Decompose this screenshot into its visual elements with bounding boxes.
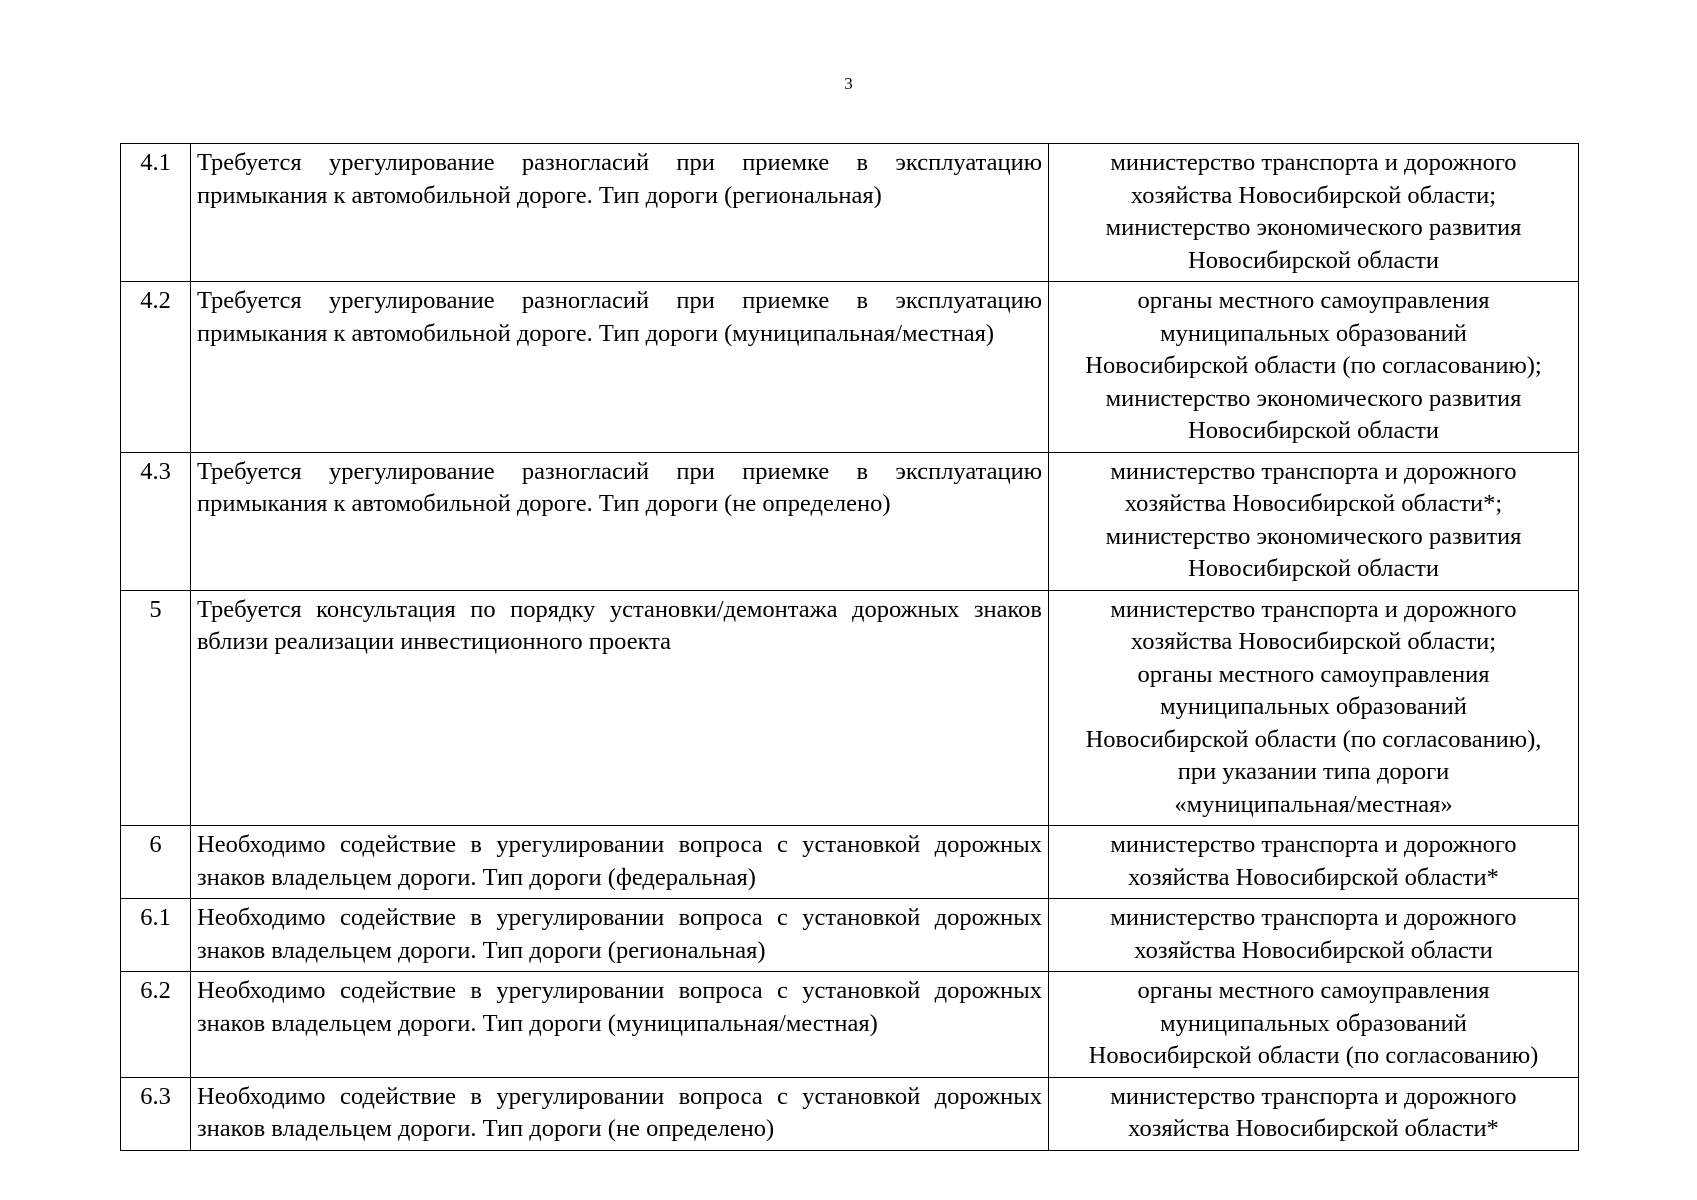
- table-row: [121, 972, 1579, 1078]
- responsible-body-line: Новосибирской области (по согласованию);: [1085, 352, 1542, 379]
- row-number-cell: 6: [121, 826, 191, 899]
- situation-description-cell: Требуется урегулирование разногласий при приемке в эксплуатацию примыкания к автомобильной дороге. Тип дороги (региональная): [191, 144, 1049, 282]
- responsible-body-line: министерство экономического развития: [1105, 214, 1522, 241]
- table-row: [121, 1077, 1579, 1150]
- page-number: 3: [844, 74, 853, 93]
- table-row: [121, 590, 1579, 826]
- responsible-body-line: министерство транспорта и дорожного: [1110, 904, 1517, 931]
- responsible-body-line: министерство транспорта и дорожного: [1110, 831, 1517, 858]
- responsible-body-line: министерство экономического развития: [1105, 522, 1522, 550]
- responsible-body-line: хозяйства Новосибирской области: [1134, 936, 1493, 964]
- responsible-body-line: Новосибирской области: [1188, 417, 1439, 444]
- responsible-body-line: хозяйства Новосибирской области;: [1130, 181, 1497, 209]
- row-number-cell: 4.2: [121, 282, 191, 453]
- responsible-body-cell: [1049, 452, 1579, 590]
- responsible-body-cell: [1049, 826, 1579, 899]
- responsible-body-line: министерство транспорта и дорожного: [1110, 595, 1517, 623]
- responsible-body-line: муниципальных образований: [1160, 1009, 1467, 1037]
- table-row: [121, 452, 1579, 590]
- situation-description-cell: Требуется урегулирование разногласий при приемке в эксплуатацию примыкания к автомобильной дороге. Тип дороги (муниципальная/местная): [191, 282, 1049, 453]
- table-row: [121, 899, 1579, 972]
- responsible-body-line: при указании типа дороги: [1177, 758, 1450, 785]
- table-row: [121, 826, 1579, 899]
- situation-description-cell: Необходимо содействие в урегулировании вопроса с установкой дорожных знаков владельцем дороги. Тип дороги (муниципальная/местная): [191, 972, 1049, 1078]
- responsible-body-line: хозяйства Новосибирской области;: [1130, 628, 1497, 655]
- row-number-cell: 4.3: [121, 452, 191, 590]
- table-row: [121, 144, 1579, 282]
- responsible-body-line: Новосибирской области (по согласованию): [1088, 1042, 1539, 1069]
- situation-description-cell: Требуется урегулирование разногласий при приемке в эксплуатацию примыкания к автомобильной дороге. Тип дороги (не определено): [191, 452, 1049, 590]
- situation-description-cell: Необходимо содействие в урегулировании вопроса с установкой дорожных знаков владельцем дороги. Тип дороги (региональная): [191, 899, 1049, 972]
- responsible-body-line: «муниципальная/местная»: [1174, 790, 1453, 818]
- responsible-body-line: министерство транспорта и дорожного: [1110, 1082, 1517, 1110]
- responsible-body-line: Новосибирской области: [1188, 246, 1439, 274]
- responsible-body-line: муниципальных образований: [1160, 693, 1467, 720]
- row-number-cell: 4.1: [121, 144, 191, 282]
- situation-description-cell: Необходимо содействие в урегулировании вопроса с установкой дорожных знаков владельцем дороги. Тип дороги (федеральная): [191, 826, 1049, 899]
- responsible-body-line: муниципальных образований: [1160, 319, 1467, 347]
- responsible-body-cell: [1049, 282, 1579, 453]
- responsible-body-cell: [1049, 144, 1579, 282]
- row-number-cell: 6.2: [121, 972, 191, 1078]
- responsible-body-line: органы местного самоуправления: [1137, 977, 1490, 1004]
- responsible-body-line: Новосибирской области (по согласованию),: [1085, 725, 1542, 753]
- responsible-body-cell: [1049, 1077, 1579, 1150]
- responsible-body-line: хозяйства Новосибирской области*: [1128, 1115, 1499, 1142]
- table-row: [121, 282, 1579, 453]
- responsible-body-line: Новосибирской области: [1188, 555, 1439, 582]
- row-number-cell: 6.3: [121, 1077, 191, 1150]
- measures-table: [120, 143, 1579, 1151]
- responsible-body-cell: [1049, 972, 1579, 1078]
- responsible-body-line: хозяйства Новосибирской области*;: [1124, 490, 1503, 517]
- situation-description-cell: Требуется консультация по порядку установки/демонтажа дорожных знаков вблизи реализации инвестиционного проекта: [191, 590, 1049, 826]
- responsible-body-line: министерство транспорта и дорожного: [1110, 149, 1517, 176]
- responsible-body-line: министерство транспорта и дорожного: [1110, 457, 1517, 485]
- row-number-cell: 6.1: [121, 899, 191, 972]
- table-body: [121, 144, 1579, 1151]
- responsible-body-cell: [1049, 590, 1579, 826]
- responsible-body-cell: [1049, 899, 1579, 972]
- responsible-body-line: органы местного самоуправления: [1137, 660, 1490, 688]
- responsible-body-line: хозяйства Новосибирской области*: [1128, 863, 1499, 891]
- row-number-cell: 5: [121, 590, 191, 826]
- responsible-body-line: органы местного самоуправления: [1137, 287, 1490, 314]
- situation-description-cell: Необходимо содействие в урегулировании вопроса с установкой дорожных знаков владельцем дороги. Тип дороги (не определено): [191, 1077, 1049, 1150]
- responsible-body-line: министерство экономического развития: [1105, 384, 1522, 412]
